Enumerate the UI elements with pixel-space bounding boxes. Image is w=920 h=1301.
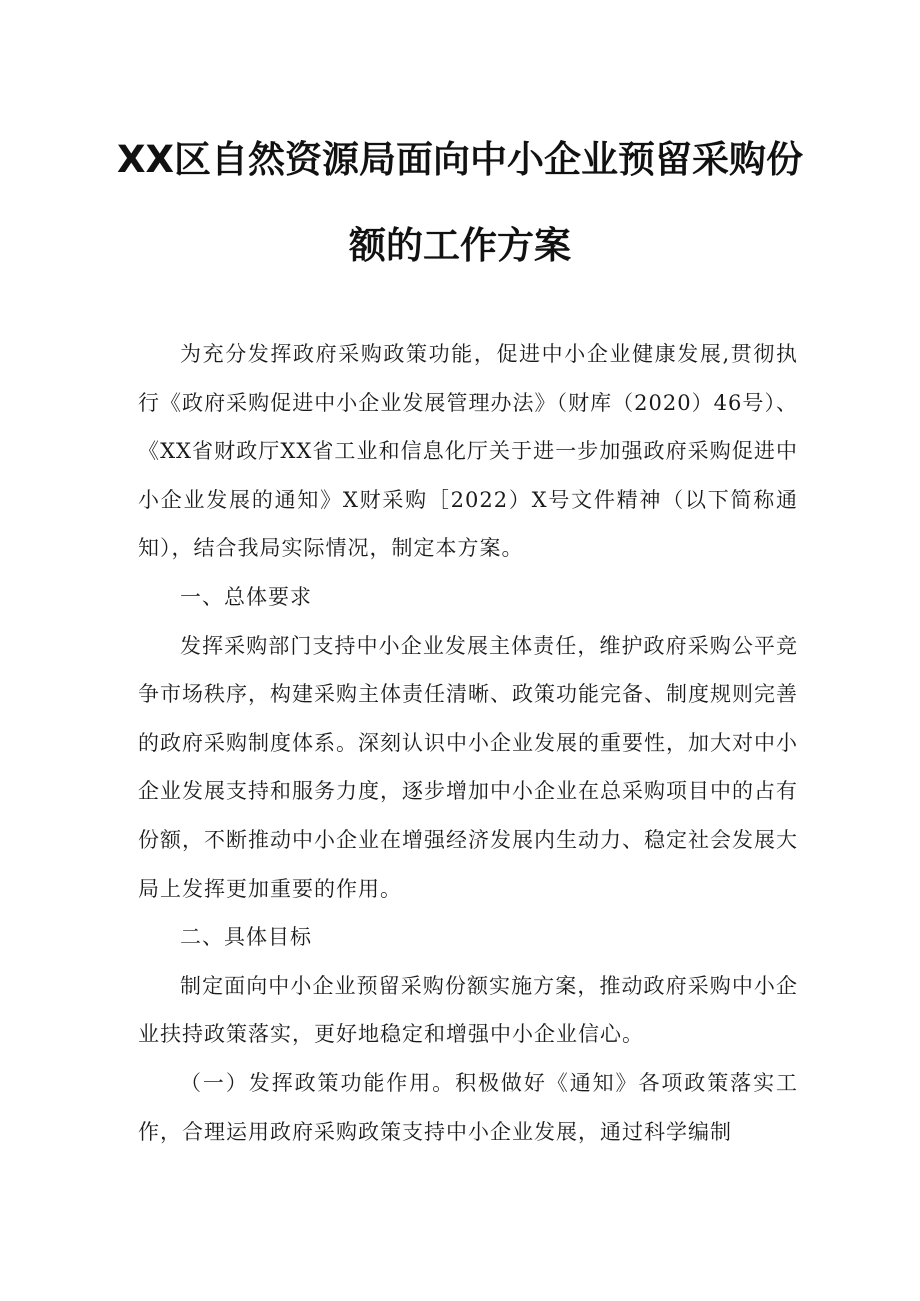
policy-function-paragraph: （一）发挥政策功能作用。积极做好《通知》各项政策落实工作，合理运用政府采购政策支持中小企业发展，通过科学编制 (138, 1070, 798, 1144)
section-heading-specific-goals: 二、具体目标 (180, 925, 312, 950)
general-requirements-paragraph: 发挥采购部门支持中小企业发展主体责任，维护政府采购公平竞争市场秩序，构建采购主体责任清晰、政策功能完备、制度规则完善的政府采购制度体系。深刻认识中小企业发展的重要性，加大对中小企业发展支持和服务力度，逐步增加中小企业在总采购项目中的占有份额，不断推动中小企业在增强经济发展内生动力、稳定社会发展大局上发挥更加重要的作用。 (138, 633, 798, 901)
document-title-line-1: XX区自然资源局面向中小企业预留采购份 (116, 138, 804, 181)
section-heading-general-requirements: 一、总体要求 (180, 584, 312, 609)
document-body (138, 330, 798, 1156)
intro-paragraph: 为充分发挥政府采购政策功能，促进中小企业健康发展,贯彻执行《政府采购促进中小企业发展管理办法》（财库（2020）46号）、《XX省财政厅XX省工业和信息化厅关于进一步加强政府采购促进中小企业发展的通知》X财采购［2022）X号文件精神（以下简称通知），结合我局实际情况，制定本方案。 (138, 342, 798, 561)
specific-goals-paragraph: 制定面向中小企业预留采购份额实施方案，推动政府采购中小企业扶持政策落实，更好地稳定和增强中小企业信心。 (138, 973, 798, 1047)
document-title-line-2: 额的工作方案 (349, 224, 571, 267)
